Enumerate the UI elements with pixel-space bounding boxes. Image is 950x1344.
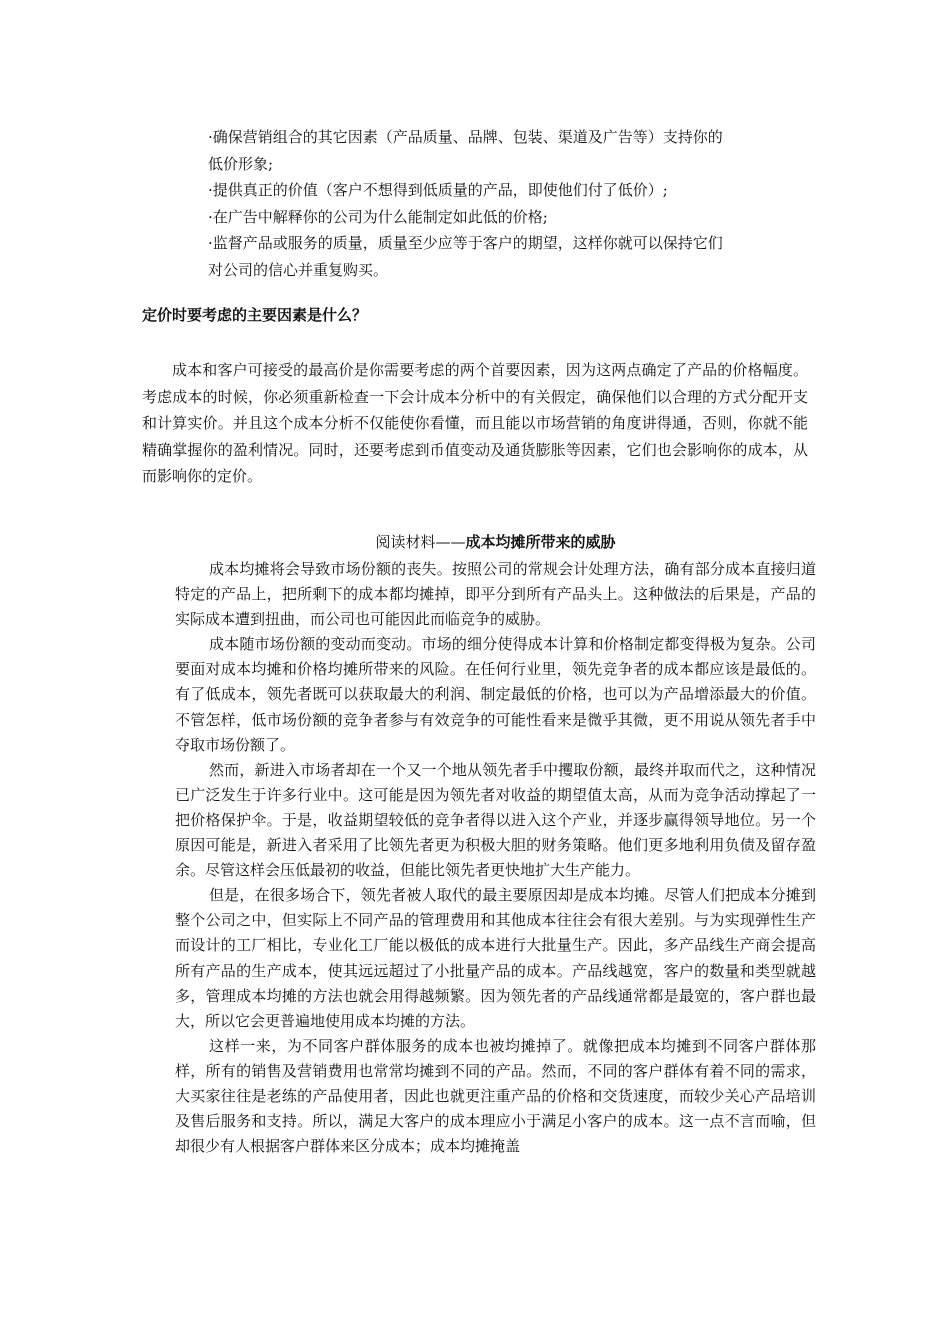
bullet-item	[208, 204, 808, 231]
bullet-item	[208, 177, 808, 204]
bullet-continuation: 低价形象;	[208, 154, 274, 173]
reading-title	[175, 531, 816, 553]
bullet-text: ·监督产品或服务的质量，质量至少应等于客户的期望，这样你就可以保持它们	[208, 234, 723, 252]
bullet-item	[208, 230, 808, 283]
bullet-continuation: 对公司的信心并重复购买。	[208, 260, 389, 279]
reading-paragraph: 成本随市场份额的变动而变动。市场的细分使得成本计算和价格制定都变得极为复杂。公司要面对成本均摊和价格均摊所带来的风险。在任何行业里，领先竞争者的成本都应该是最低的。有了低成本，领先者既可以获取最大的利润、制定最低的价格，也可以为产品增添最大的价值。不管怎样，低市场份额的竞争者参与有效竞争的可能性看来是微乎其微，更不用说从领先者手中夺取市场份额了。	[175, 635, 816, 754]
intro-paragraph: 成本和客户可接受的最高价是你需要考虑的两个首要因素，因为这两点确定了产品的价格幅度。考虑成本的时候，你必须重新检查一下会计成本分析中的有关假定，确保他们以合理的方式分配开支和计算实价。并且这个成本分析不仅能使你看懂，而且能以市场营销的角度讲得通，否则，你就不能精确掌握你的盈利情况。同时，还要考虑到币值变动及通货膨胀等因素，它们也会影响你的成本，从而影响你的定价。	[142, 361, 808, 485]
bullet-text: ·确保营销组合的其它因素（产品质量、品牌、包装、渠道及广告等）支持你的	[208, 128, 723, 146]
reading-paragraph: 但是，在很多场合下，领先者被人取代的最主要原因却是成本均摊。尽管人们把成本分摊到整个公司之中，但实际上不同产品的管理费用和其他成本往往会有很大差别。与为实现弹性生产而设计的工厂相比，专业化工厂能以极低的成本进行大批量生产。因此，多产品线生产商会提高所有产品的生产成本，使其远远超过了小批量产品的成本。产品线越宽，客户的数量和类型就越多，管理成本均摊的方法也就会用得越频繁。因为领先者的产品线通常都是最宽的，客户群也最大，所以它会更普遍地使用成本均摊的方法。	[175, 886, 816, 1030]
bullet-item	[208, 124, 808, 177]
reading-paragraph: 然而，新进入市场者却在一个又一个地从领先者手中攫取份额，最终并取而代之，这种情况已广泛发生于许多行业中。这可能是因为领先者对收益的期望值太高，从而为竞争活动撑起了一把价格保护伞。于是，收益期望较低的竞争者得以进入这个产业，并逐步赢得领导地位。另一个原因可能是，新进入者采用了比领先者更为积极大胆的财务策略。他们更多地利用负债及留存盈余。尽管这样会压低最初的收益，但能比领先者更快地扩大生产能力。	[175, 760, 816, 880]
reading-title-prefix: 阅读材料——	[375, 533, 466, 551]
section-heading: 定价时要考虑的主要因素是什么？	[142, 306, 368, 324]
reading-title-main: 成本均摊所带来的威胁	[465, 533, 616, 551]
bullet-list	[208, 124, 808, 283]
reading-paragraph: 成本均摊将会导致市场份额的丧失。按照公司的常规会计处理方法，确有部分成本直接归道特定的产品上，把所剩下的成本都均摊掉，即平分到所有产品头上。这种做法的后果是，产品的实际成本遭到扭曲，而公司也可能因此而临竞争的威胁。	[175, 560, 816, 629]
bullet-text: ·在广告中解释你的公司为什么能制定如此低的价格;	[208, 207, 548, 226]
bullet-text: ·提供真正的价值（客户不想得到低质量的产品，即使他们付了低价）;	[208, 181, 668, 199]
reading-material	[175, 531, 816, 1159]
reading-paragraph: 这样一来，为不同客户群体服务的成本也被均摊掉了。就像把成本均摊到不同客户群体那样，所有的销售及营销费用也常常均摊到不同的产品。然而，不同的客户群体有着不同的需求，大买家往往是老练的产品使用者，因此也就更注重产品的价格和交货速度，而较少关心产品培训及售后服务和支持。所以，满足大客户的成本理应小于满足小客户的成本。这一点不言而喻，但却很少有人根据客户群体来区分成本；成本均摊掩盖	[175, 1036, 816, 1156]
